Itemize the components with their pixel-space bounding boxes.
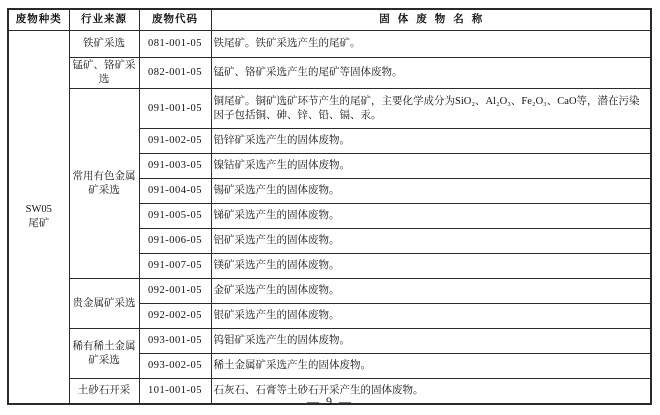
waste-category-code: SW05 (25, 204, 52, 215)
page-number: — 9 — (307, 394, 353, 408)
waste-code-cell: 093-001-05 (139, 329, 211, 354)
waste-code-cell: 091-003-05 (139, 154, 211, 179)
waste-code-cell: 092-001-05 (139, 279, 211, 304)
industry-source-cell: 锰矿、铬矿采选 (69, 58, 139, 89)
table-header-row (8, 9, 651, 31)
waste-code-cell: 092-002-05 (139, 304, 211, 329)
waste-name-cell: 银矿采选产生的固体废物。 (211, 304, 651, 329)
solid-waste-classification-table (7, 8, 652, 405)
waste-name-cell: 铁尾矿。铁矿采选产生的尾矿。 (211, 31, 651, 58)
waste-name-cell: 铝矿采选产生的固体废物。 (211, 229, 651, 254)
header-waste-code: 废物代码 (139, 9, 211, 31)
table-row (8, 31, 651, 58)
industry-source-cell: 贵金属矿采选 (69, 279, 139, 329)
waste-name-cell: 石灰石、石膏等土砂石开采产生的固体废物。 (211, 379, 651, 405)
industry-source-cell: 稀有稀土金属矿采选 (69, 329, 139, 379)
waste-code-cell: 081-001-05 (139, 31, 211, 58)
waste-name-cell: 镁矿采选产生的固体废物。 (211, 254, 651, 279)
table-row (8, 89, 651, 129)
table-row (8, 329, 651, 354)
waste-name-cell: 镍钴矿采选产生的固体废物。 (211, 154, 651, 179)
waste-code-cell: 091-001-05 (139, 89, 211, 129)
waste-code-cell: 091-002-05 (139, 129, 211, 154)
waste-code-cell: 093-002-05 (139, 354, 211, 379)
table-row (8, 58, 651, 89)
header-waste-category: 废物种类 (8, 9, 69, 31)
waste-name-cell: 钨钼矿采选产生的固体废物。 (211, 329, 651, 354)
waste-name-cell: 铜尾矿。铜矿选矿环节产生的尾矿，主要化学成分为SiO₂、Al₂O₃、Fe₂O₃、CaO等，潜在污染因子包括铜、砷、锌、铅、镉、汞。 (211, 89, 651, 129)
waste-name-cell: 金矿采选产生的固体废物。 (211, 279, 651, 304)
industry-source-cell: 土砂石开采 (69, 379, 139, 405)
waste-category-label: 尾矿 (28, 218, 50, 230)
waste-name-cell: 锡矿采选产生的固体废物。 (211, 179, 651, 204)
waste-name-cell: 铅锌矿采选产生的固体废物。 (211, 129, 651, 154)
waste-code-cell: 091-004-05 (139, 179, 211, 204)
waste-name-cell: 锰矿、铬矿采选产生的尾矿等固体废物。 (211, 58, 651, 89)
waste-code-cell: 101-001-05 (139, 379, 211, 405)
header-industry-source: 行业来源 (69, 9, 139, 31)
industry-source-cell: 铁矿采选 (69, 31, 139, 58)
table-row (8, 279, 651, 304)
waste-code-cell: 091-005-05 (139, 204, 211, 229)
waste-code-cell: 082-001-05 (139, 58, 211, 89)
waste-name-cell: 锑矿采选产生的固体废物。 (211, 204, 651, 229)
waste-category-cell (8, 31, 69, 405)
header-solid-waste-name: 固体废物名称 (211, 9, 651, 31)
industry-source-cell: 常用有色金属矿采选 (69, 89, 139, 279)
waste-name-cell: 稀土金属矿采选产生的固体废物。 (211, 354, 651, 379)
waste-code-cell: 091-007-05 (139, 254, 211, 279)
waste-code-cell: 091-006-05 (139, 229, 211, 254)
